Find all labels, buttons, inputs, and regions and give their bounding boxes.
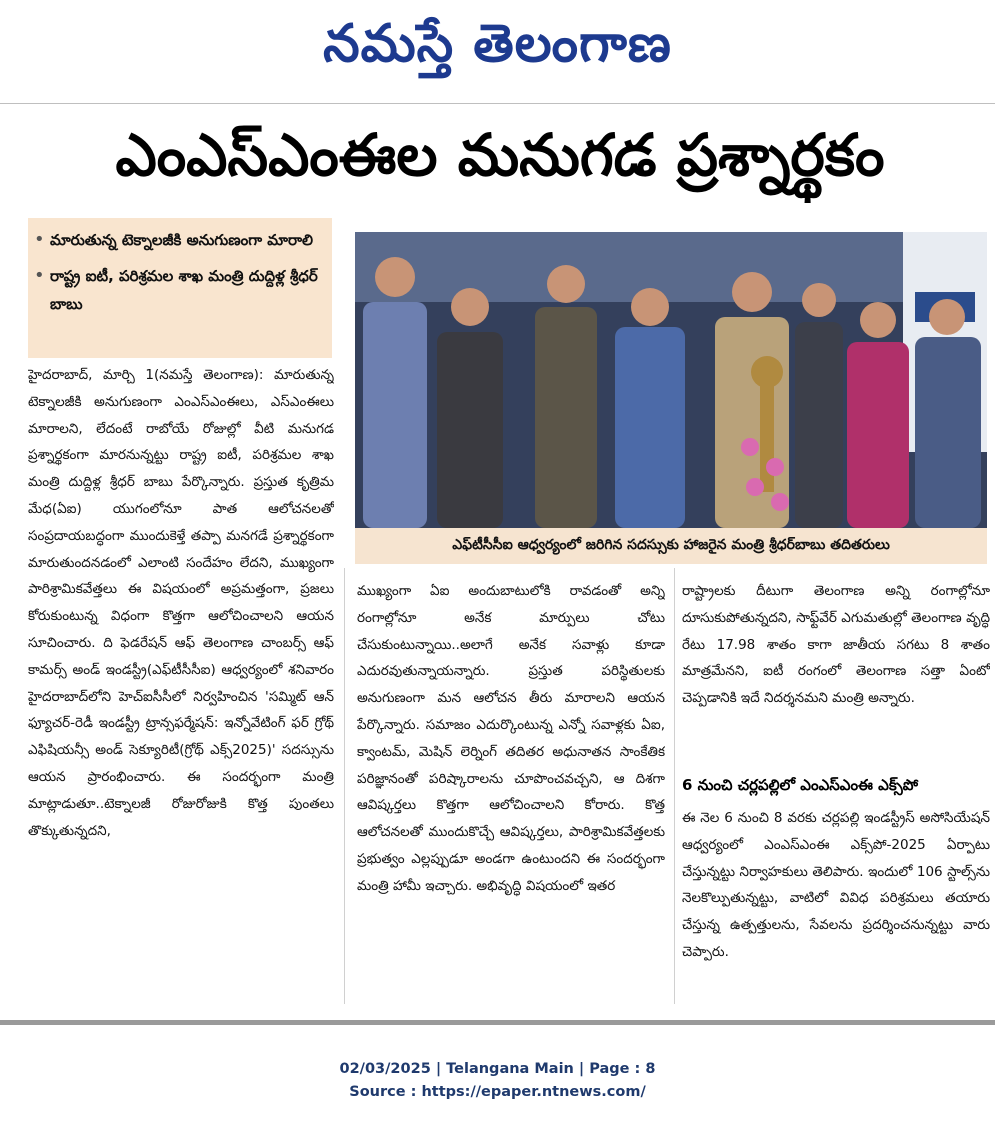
masthead-title: నమస్తే తెలంగాణ [323,13,672,74]
bottom-rule [0,1020,995,1025]
footer-source: Source : https://epaper.ntnews.com/ [349,1084,646,1100]
article-column-2: ముఖ్యంగా ఏఐ అందుబాటులోకి రావడంతో అన్ని రంగాల్లోనూ అనేక మార్పులు చోటు చేసుకుంటున్నాయి..అలాగే అనేక సవాళ్లు కూడా ఎదురవుతున్నాయన్నారు. ప్రస్తుత పరిస్థితులకు అనుగుణంగా మన ఆలోచన తీరు మారాలని ఆయన పేర్కొన్నారు. సమాజం ఎదుర్కొంటున్న ఎన్నో సవాళ్లకు ఏఐ, క్వాంటమ్, మెషిన్ లెర్నింగ్ తదితర అధునాతన సాంకేతిక పరిజ్ఞానంతో పరిష్కారాలను చూపొంచవచ్చని, ఆ దిశగా ఆవిష్కర్తలు కొత్తగా ఆలోచించాలని కోరారు. కొత్త ఆలోచనలతో ముందుకొచ్చే ఆవిష్కర్తలు, పారిశ్రామికవేత్తలకు ప్రభుత్వం ఎల్లప్పుడూ అండగా ఉంటుందని ఈ సందర్భంగా మంత్రి హామీ ఇచ్చారు. అభివృద్ధి విషయంలో ఇతర [357,583,665,894]
highlight-text: మారుతున్న టెక్నాలజీకి అనుగుణంగా మారాలి [50,231,313,249]
column-divider [674,568,675,1004]
masthead [0,0,995,100]
subheading: 6 నుంచి చర్లపల్లిలో ఎంఎస్‌ఎంఈ ఎక్స్‌పో [682,776,919,794]
photo-caption: ఎఫ్‌టీసీసీఐ ఆధ్వర్యంలో జరిగిన సదస్సుకు హాజరైన మంత్రి శ్రీధర్‌బాబు తదితరులు [355,528,987,564]
highlights-box [28,218,332,358]
highlight-item [34,226,326,254]
article-column-3: రాష్ట్రాలకు దీటుగా తెలంగాణ అన్ని రంగాల్లోనూ దూసుకుపోతున్నదని, సాఫ్ట్‌వేర్ ఎగుమతుల్లో తెలంగాణ వృద్ధి రేటు 17.98 శాతం కాగా జాతీయ సగటు 8 శాతం మాత్రమేనని, ఐటీ రంగంలో తెలంగాణ సత్తా ఏంటో చెప్పడానికి ఇదే నిదర్శనమని మంత్రి అన్నారు. [682,583,990,707]
highlight-item [34,262,326,318]
bullet-icon: • [34,229,45,250]
article-column-1: హైదరాబాద్, మార్చి 1(నమస్తే తెలంగాణ): మారుతున్న టెక్నాలజీకి అనుగుణంగా ఎంఎస్‌ఎంఈలు, ఎస్‌ఎంఈలు మారాలని, లేదంటే రాబోయే రోజుల్లో వీటి మనుగడ ప్రశ్నార్థకంగా మారనున్నట్టు రాష్ట్ర ఐటీ, పరిశ్రమల శాఖ మంత్రి దుద్దిళ్ల శ్రీధర్ బాబు పేర్కొన్నారు. ప్రస్తుత కృత్రిమ మేధ(ఏఐ) యుగంలోనూ పాత ఆలోచనలతో సంప్రదాయబద్ధంగా ముందుకెళ్తే తప్పా మనగడే ప్రశ్నార్థకంగా మారుతుందనడంలో ఎలాంటి సందేహం లేదని, ముఖ్యంగా పారిశ్రామికవేత్తలు ఈ విషయంలో అప్రమత్తంగా, ప్రజలు కోరుకుంటున్న విధంగా కొత్తగా ఆలోచించాలని ఆయన సూచించారు. ది ఫెడరేషన్ ఆఫ్ తెలంగాణ చాంబర్స్ ఆఫ్ కామర్స్ అండ్ ఇండస్ట్రీ(ఎఫ్‌టీసీసీఐ) ఆధ్వర్యంలో శనివారం హైదరాబాద్‌లోని హెచ్‌ఐసీసీలో నిర్వహించిన 'సమ్మిట్ ఆన్ ఫ్యూచర్-రెడీ ఇండస్ట్రీ ట్రాన్సఫర్మేషన్: ఇన్నోవేటింగ్ ఫర్ గ్రోథ్ ఎఫిషియన్సీ అండ్ సెక్యూరిటీ(గ్రోథ్ ఎక్స్2025)' సదస్సును ఆయన ప్రారంభించారు. ఈ సందర్భంగా మంత్రి మాట్లాడుతూ..టెక్నాలజీ రోజురోజుకి కొత్త పుంతలు తొక్కుతున్నదని, [28,367,334,839]
footer-date-edition: 02/03/2025 | Telangana Main | Page : 8 [339,1061,656,1077]
bullet-icon: • [34,265,45,286]
headline: ఎంఎస్‌ఎంఈల మనుగడ ప్రశ్నార్థకం [115,120,885,189]
event-photo [355,232,987,528]
footer [0,1058,995,1104]
column-divider [344,568,345,1004]
top-rule [0,103,995,104]
article-column-4: ఈ నెల 6 నుంచి 8 వరకు చర్లపల్లి ఇండస్ట్రీస్ అసోసియేషన్ ఆధ్వర్యంలో ఎంఎస్‌ఎంఈ ఎక్స్‌పో-2025 ఏర్పాటు చేస్తున్నట్టు నిర్వాహకులు తెలిపారు. ఇందులో 106 స్టాల్స్‌ను నెలకొల్పుతున్నట్టు, వాటిలో వివిధ పరిశ్రమలు తయారు చేస్తున్న ఉత్పత్తులను, సేవలను ప్రదర్శించనున్నట్టు వారు చెప్పారు. [682,810,990,960]
highlight-text: రాష్ట్ర ఐటీ, పరిశ్రమల శాఖ మంత్రి దుద్దిళ్ల శ్రీధర్ బాబు [50,267,318,313]
event-photo-illustration [355,232,987,528]
